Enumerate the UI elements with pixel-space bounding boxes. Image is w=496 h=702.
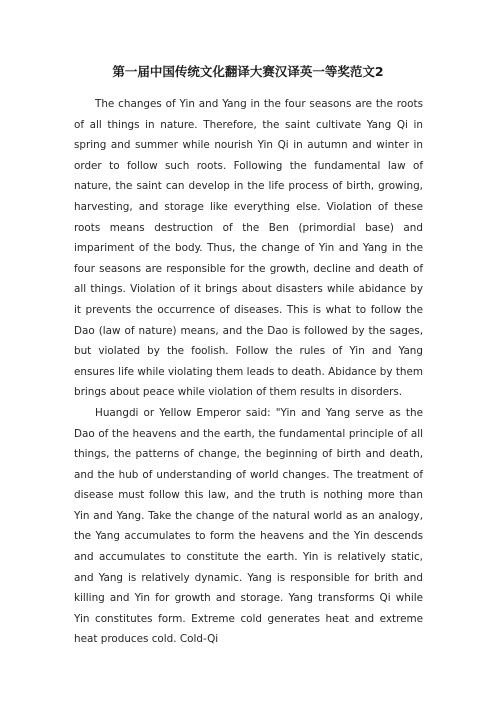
paragraph: Huangdi or Yellow Emperor said: "Yin and Yang serve as the Dao of the heavens and the earth, the fundamental principle of all things, the patterns of change, the beginning of birth and death, and the hub of understanding of world changes. The treatment of disease must follow this law, and the truth is nothing more than Yin and Yang. Take the change of the natural world as an analogy, the Yang accumulates to form the heavens and the Yin descends and accumulates to constitute the earth. Yin is relatively static, and Yang is relatively dynamic. Yang is responsible for brith and killing and Yin for growth and storage. Yang transforms Qi while Yin constitutes form. Extreme cold generates heat and extreme heat produces cold. Cold-Qi xyxy=(74,406,423,646)
paragraph: The changes of Yin and Yang in the four seasons are the roots of all things in nature. Therefore, the saint cultivate Yang Qi in spring and summer while nourish Yin Qi in autumn and winter in order to follow such roots. Following the fundamental law of nature, the saint can develop in the life process of birth, growing, harvesting, and storage like everything else. Violation of these roots means destruction of the Ben (primordial base) and impariment of the body. Thus, the change of Yin and Yang in the four seasons are responsible for the growth, decline and death of all things. Violation of it brings about disasters while abidance by it prevents the occurrence of diseases. This is what to follow the Dao (law of nature) means, and the Dao is followed by the sages, but violated by the foolish. Follow the rules of Yin and Yang ensures life while violating them leads to death. Abidance by them brings about peace while violation of them results in disorders. xyxy=(74,98,423,399)
document-body xyxy=(74,94,423,650)
document-title: 第一届中国传统文化翻译大赛汉译英一等奖范文2 xyxy=(112,64,384,79)
